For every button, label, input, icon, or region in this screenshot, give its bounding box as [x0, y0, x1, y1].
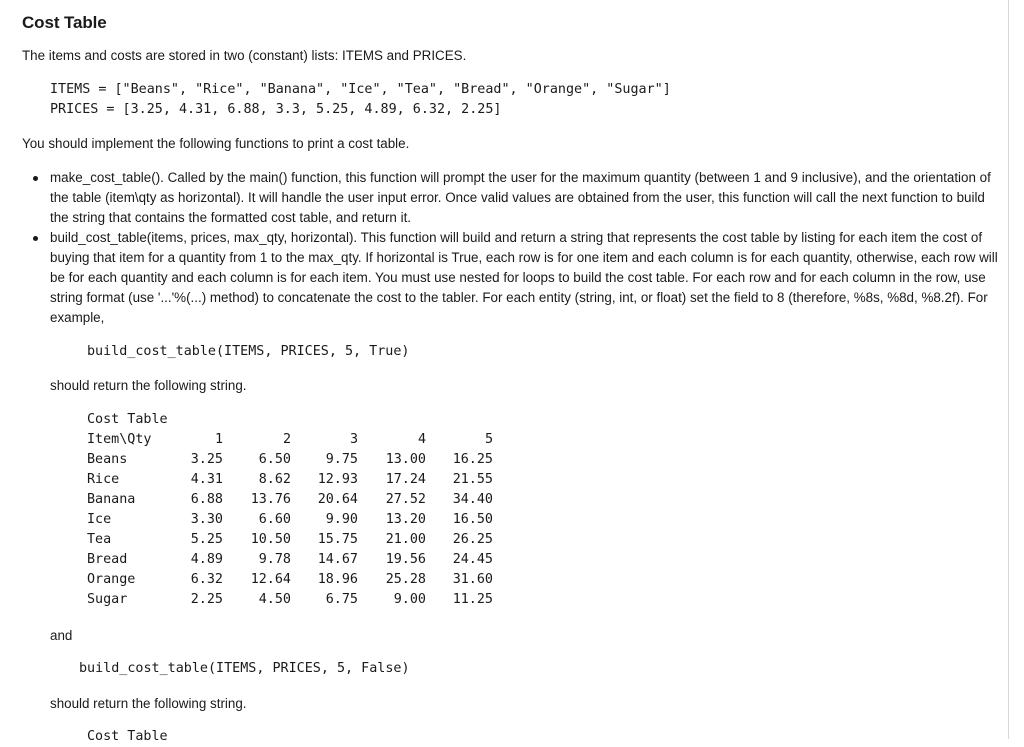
intro-paragraph: The items and costs are stored in two (constant) lists: ITEMS and PRICES.	[22, 48, 467, 63]
list-item-build-cost-table: build_cost_table(items, prices, max_qty, horizontal). This function will build and return a string that represents the cost table by listing for each item the cost of buying that item for a quantity from 1 to the max_qty. If horizontal is True, each row is for one item and each column is for each quantity, otherwise, each row will be for each quantity and each column is for each item. You must use nested for loops to build the cost table. For each row and for each column in the row, use string format (use '...'%(...) method) to concatenate the cost to the tabler. For each entity (string, int, or float) set the field to 8 (therefore, %8s, %8d, %8.2f). For example,	[22, 228, 1007, 328]
table-row	[87, 490, 493, 510]
cost-cell: 2.25	[190, 592, 223, 607]
cost-cell: 26.25	[452, 532, 493, 547]
example-call-horizontal: build_cost_table(ITEMS, PRICES, 5, True)	[87, 344, 410, 359]
cost-cell: 18.96	[317, 572, 358, 587]
cost-cell: 8.62	[258, 472, 291, 487]
cost-cell: 21.55	[452, 472, 493, 487]
cost-cell: 12.93	[317, 472, 358, 487]
cost-table-title: Cost Table	[87, 412, 168, 427]
cost-table	[87, 430, 493, 610]
header-cell: 5	[484, 432, 493, 447]
cost-cell: 6.75	[325, 592, 358, 607]
cost-cell: 9.75	[325, 452, 358, 467]
cost-cell: 3.30	[190, 512, 223, 527]
function-list	[22, 168, 1007, 328]
cost-cell: 31.60	[452, 572, 493, 587]
cost-cell: 25.28	[385, 572, 426, 587]
item-cell: Banana	[87, 492, 136, 507]
cost-cell: 20.64	[317, 492, 358, 507]
table-row	[87, 530, 493, 550]
cost-cell: 13.76	[250, 492, 291, 507]
should-return-text-2: should return the following string.	[50, 696, 247, 711]
item-cell: Orange	[87, 572, 136, 587]
cost-cell: 4.89	[190, 552, 223, 567]
list-item-make-cost-table: make_cost_table(). Called by the main() function, this function will prompt the user for the maximum quantity (between 1 and 9 inclusive), and the orientation of the table (item\qty as horizontal). It will handle the user input error. Once valid values are obtained from the user, this function will call the next function to build the string that contains the formatted cost table, and return it.	[22, 168, 1007, 228]
table-row	[87, 450, 493, 470]
header-cell: 1	[214, 432, 223, 447]
item-cell: Tea	[87, 532, 112, 547]
cost-cell: 6.50	[258, 452, 291, 467]
cost-cell: 13.00	[385, 452, 426, 467]
cost-cell: 21.00	[385, 532, 426, 547]
cost-cell: 16.50	[452, 512, 493, 527]
cost-cell: 6.32	[190, 572, 223, 587]
header-cell: Item\Qty	[87, 432, 152, 447]
item-cell: Ice	[87, 512, 112, 527]
table-row	[87, 510, 493, 530]
table-row	[87, 570, 493, 590]
table-row	[87, 550, 493, 570]
cost-cell: 4.31	[190, 472, 223, 487]
cost-cell: 9.00	[393, 592, 426, 607]
cost-cell: 27.52	[385, 492, 426, 507]
page-title: Cost Table	[22, 13, 107, 32]
item-cell: Sugar	[87, 592, 128, 607]
table-row	[87, 590, 493, 610]
cost-cell: 9.78	[258, 552, 291, 567]
cost-cell: 5.25	[190, 532, 223, 547]
header-cell: 2	[282, 432, 291, 447]
cost-cell: 17.24	[385, 472, 426, 487]
cost-table-2-title: Cost Table	[87, 729, 168, 744]
cost-cell: 4.50	[258, 592, 291, 607]
header-cell: 3	[349, 432, 358, 447]
table-row	[87, 470, 493, 490]
cost-cell: 13.20	[385, 512, 426, 527]
item-cell: Beans	[87, 452, 128, 467]
cost-cell: 6.88	[190, 492, 223, 507]
cost-cell: 6.60	[258, 512, 291, 527]
cost-cell: 34.40	[452, 492, 493, 507]
cost-cell: 10.50	[250, 532, 291, 547]
cost-cell: 24.45	[452, 552, 493, 567]
cost-cell: 12.64	[250, 572, 291, 587]
header-cell: 4	[417, 432, 426, 447]
code-items-line: ITEMS = ["Beans", "Rice", "Banana", "Ice", "Tea", "Bread", "Orange", "Sugar"]	[50, 82, 671, 97]
and-text: and	[50, 628, 73, 643]
should-return-text-1: should return the following string.	[50, 378, 247, 393]
cost-cell: 16.25	[452, 452, 493, 467]
item-cell: Rice	[87, 472, 120, 487]
item-cell: Bread	[87, 552, 128, 567]
cost-cell: 15.75	[317, 532, 358, 547]
code-prices-line: PRICES = [3.25, 4.31, 6.88, 3.3, 5.25, 4.89, 6.32, 2.25]	[50, 102, 502, 117]
cost-cell: 3.25	[190, 452, 223, 467]
cost-table-header-row	[87, 430, 493, 450]
cost-cell: 14.67	[317, 552, 358, 567]
implement-paragraph: You should implement the following functions to print a cost table.	[22, 136, 410, 151]
example-call-vertical: build_cost_table(ITEMS, PRICES, 5, False)	[79, 661, 410, 676]
page-right-border	[1008, 0, 1009, 739]
cost-cell: 11.25	[452, 592, 493, 607]
cost-cell: 19.56	[385, 552, 426, 567]
cost-cell: 9.90	[325, 512, 358, 527]
